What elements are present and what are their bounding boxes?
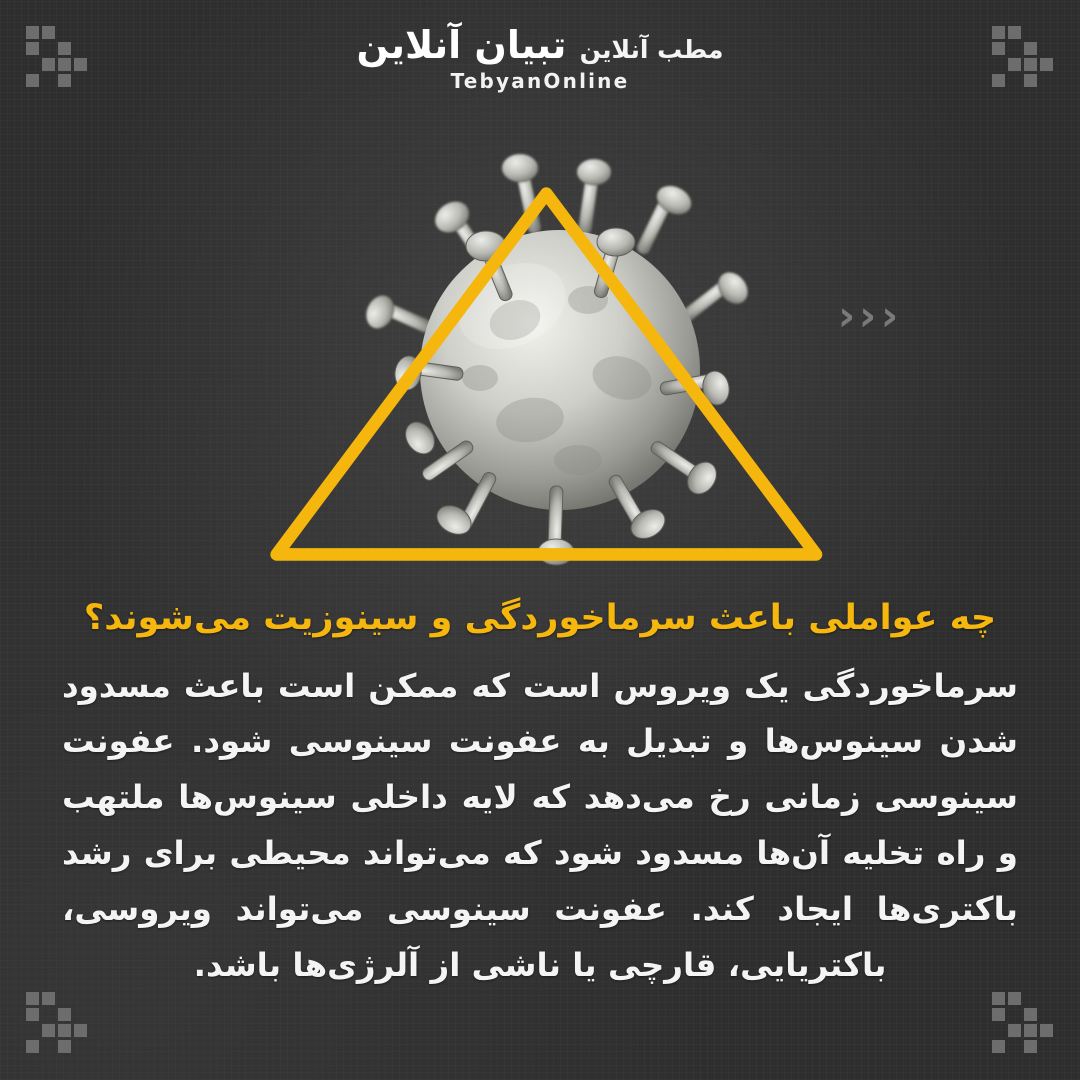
text-block — [62, 592, 1018, 994]
corner-ornament-bottom-left — [26, 992, 88, 1054]
brand-logo-badge: مطب آنلاین — [579, 35, 724, 64]
corner-ornament-top-left — [26, 26, 88, 88]
brand-logo — [330, 23, 750, 93]
body-paragraph: سرماخوردگی یک ویروس است که ممکن است باعث مسدود شدن سینوس‌ها و تبدیل به عفونت سینوسی شود. عفونت سینوسی زمانی رخ می‌دهد که لایه داخلی سینوس‌ها ملتهب و راه تخلیه آن‌ها مسدود شود که می‌تواند محیطی برای رشد باکتری‌ها ایجاد کند. عفونت سینوسی می‌تواند ویروسی، باکتریایی، قارچی یا ناشی از آلرژی‌ها باشد. — [62, 666, 1018, 984]
brand-logo-latin: TebyanOnline — [450, 69, 630, 93]
hero-illustration — [230, 120, 850, 570]
brand-logo-name-fa: تبیان آنلاین — [356, 23, 567, 67]
corner-ornament-bottom-right — [992, 992, 1054, 1054]
brand-logo-persian — [330, 23, 750, 67]
page-title: چه عواملی باعث سرماخوردگی و سینوزیت می‌شوند؟ — [83, 598, 997, 638]
chevron-right-icon: › › › — [837, 291, 899, 340]
corner-ornament-top-right — [992, 26, 1054, 88]
